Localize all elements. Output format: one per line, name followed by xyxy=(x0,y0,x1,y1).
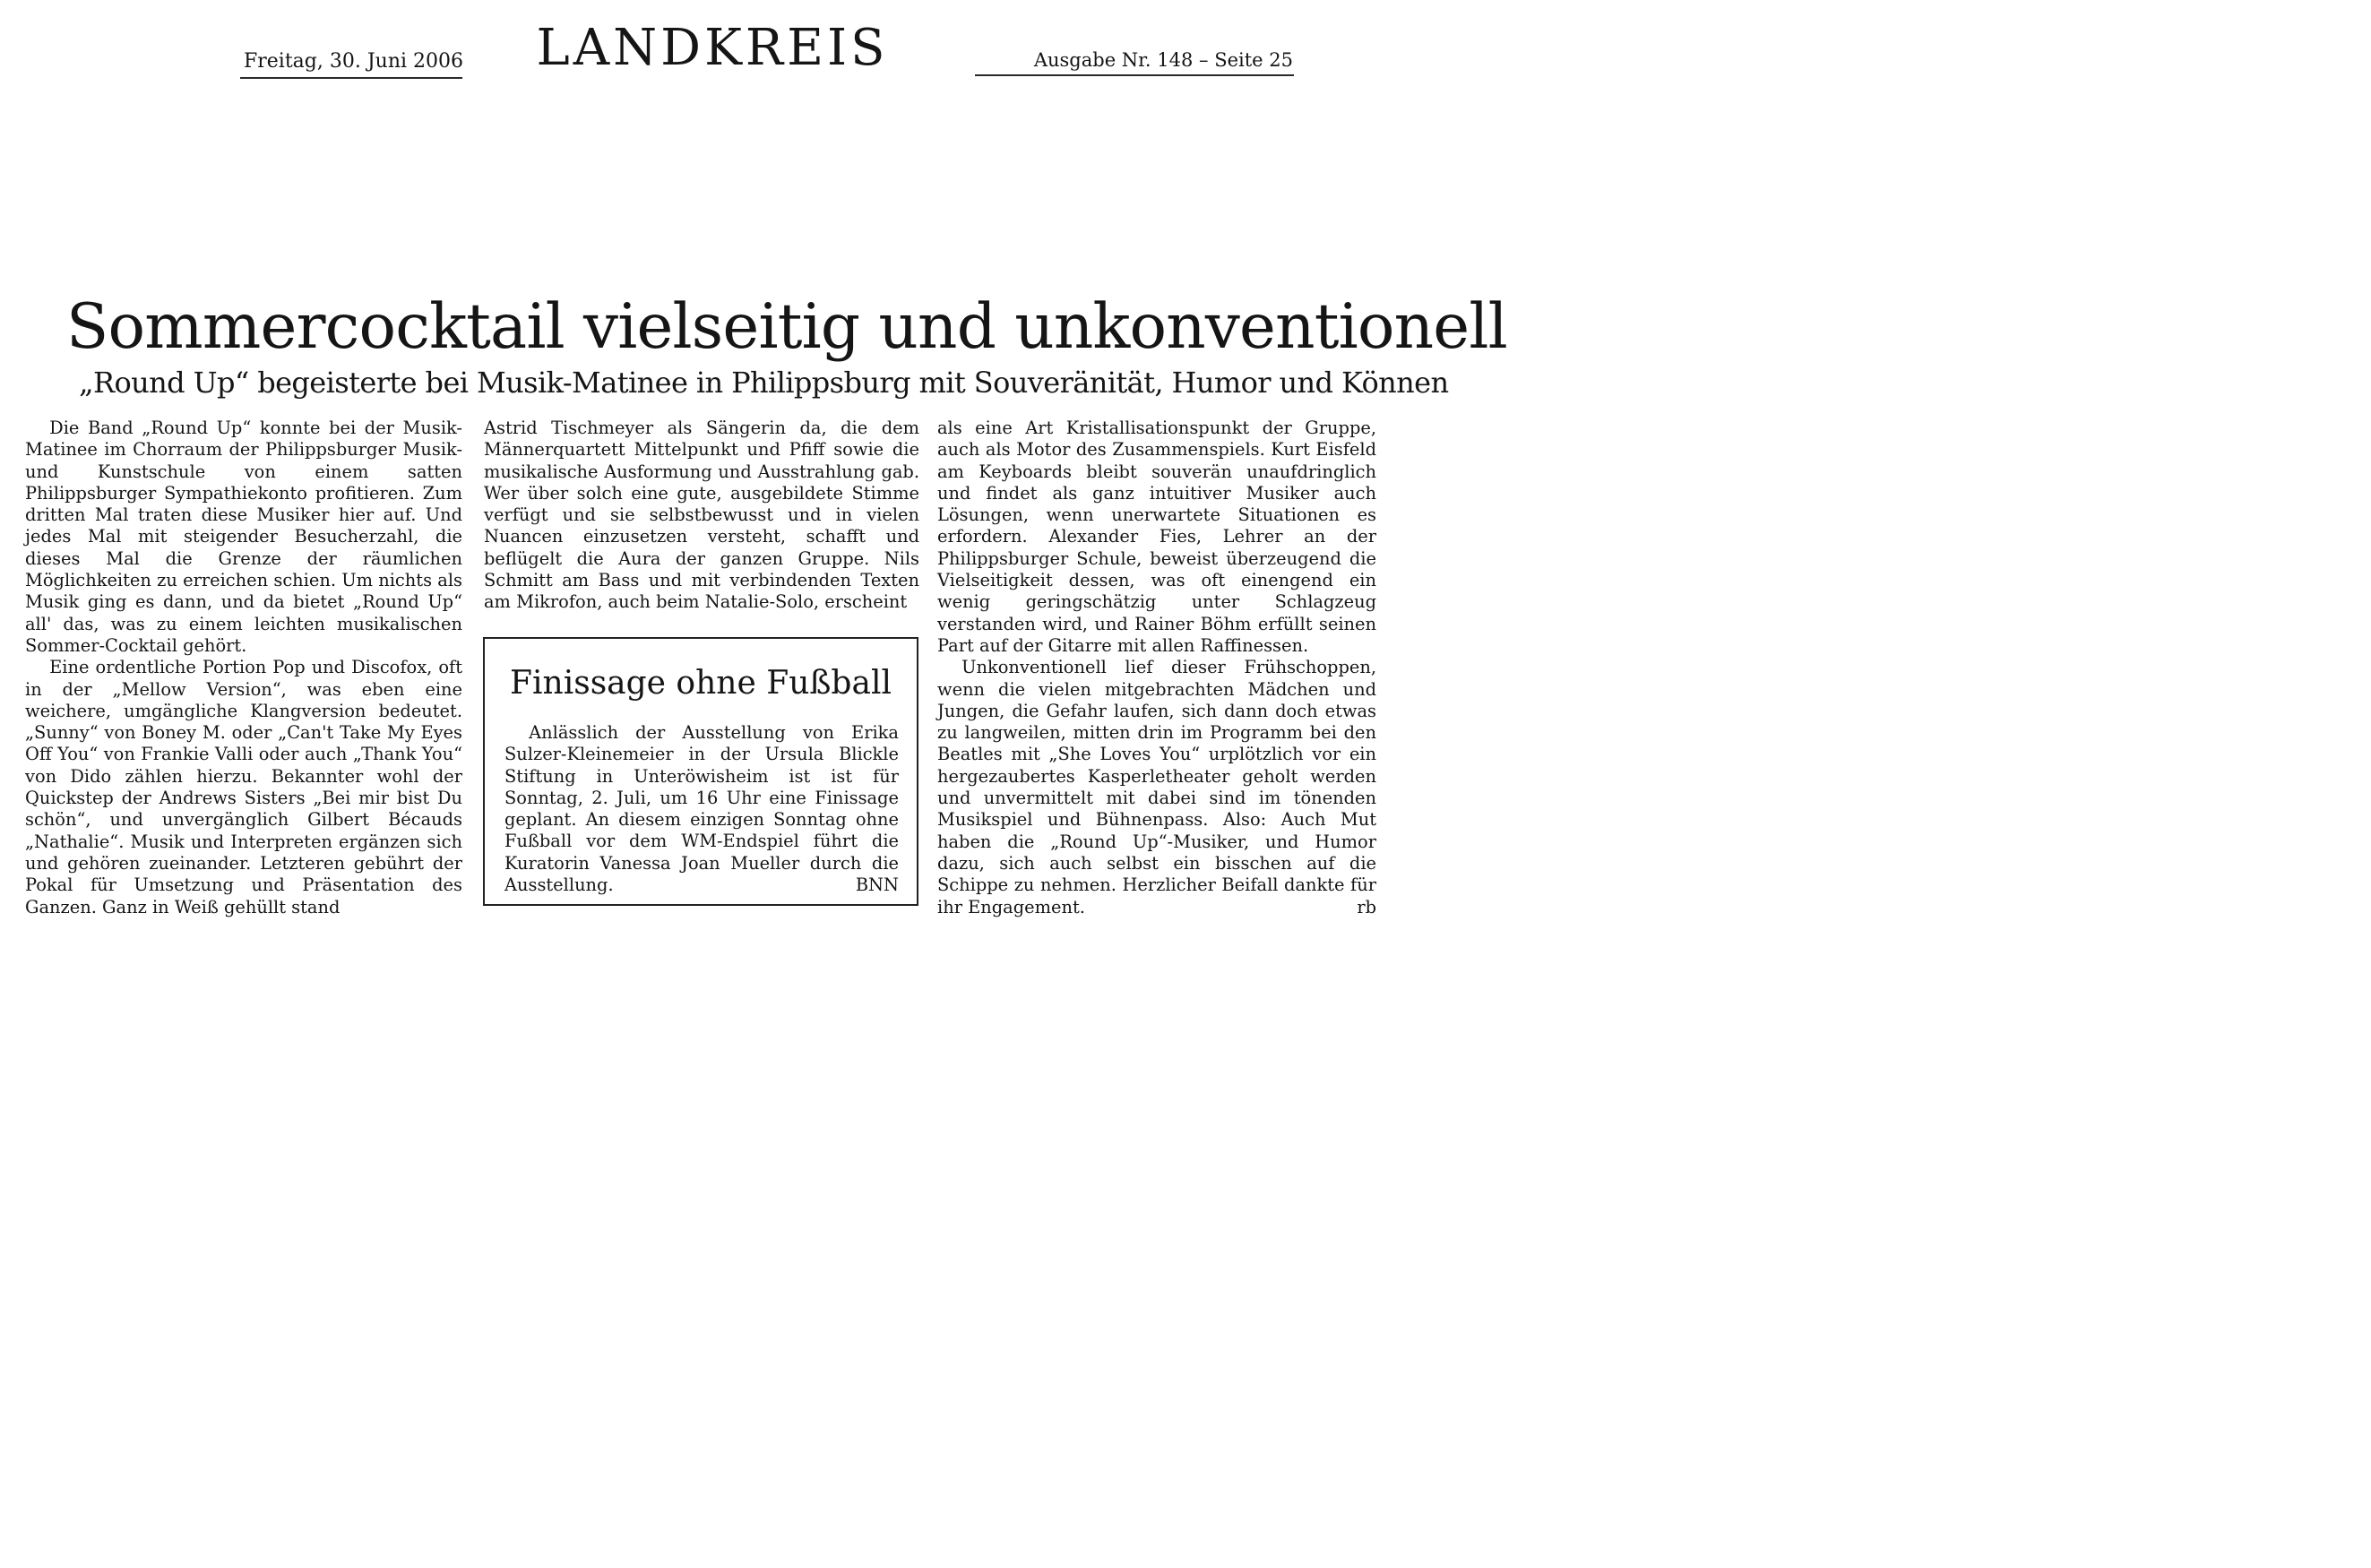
section-title: LANDKREIS xyxy=(536,19,889,77)
info-box-body: Anlässlich der Ausstellung von Erika Sulzer-Kleinemeier in der Ursula Blickle Stiftung in Unteröwisheim ist ist für Sonntag, 2. Juli, um 16 Uhr eine Finissage geplant. An diesem einzigen Sonntag ohne Fußball vor dem WM-Endspiel führt die Kuratorin Vanessa Joan Mueller durch die Ausstellung. xyxy=(504,722,899,896)
info-box-title: Finissage ohne Fußball xyxy=(510,665,892,702)
article-column-1 xyxy=(25,418,462,918)
issue-number: Ausgabe Nr. 148 – Seite 25 xyxy=(1033,49,1293,71)
article-paragraph-last xyxy=(937,657,1376,918)
article-paragraph-text: Unkonventionell lief dieser Frühschoppen, wenn die vielen mitgebrachten Mädchen und Jungen, die Gefahr laufen, sich dann doch etwas zu langweilen, mitten drin im Programm bei den Beatles mit „She Loves You“ urplötzlich vor ein hergezaubertes Kasperletheater geholt werden und unvermittelt mit dabei sind im tönenden Musikspiel und Bühnenpass. Also: Auch Mut haben die „Round Up“-Musiker, und Humor dazu, sich auch selbst ein bisschen auf die Schippe zu nehmen. Herzlicher Beifall dankte für ihr Engagement. xyxy=(937,657,1376,918)
article-paragraph: als eine Art Kristallisationspunkt der Gruppe, auch als Motor des Zusammenspiels. Kurt Eisfeld am Keyboards bleibt souverän unaufdringlich und findet als ganz intuitiver Musiker auch Lösungen, wenn unerwartete Situationen es erfordern. Alexander Fies, Lehrer an der Philippsburger Schule, beweist überzeugend die Vielseitigkeit dessen, was oft einengend ein wenig geringschätzig unter Schlagzeug verstanden wird, und Rainer Böhm erfüllt seinen Part auf der Gitarre mit allen Raffinessen. xyxy=(937,418,1376,656)
article-paragraph: Eine ordentliche Portion Pop und Discofox, oft in der „Mellow Version“, was eben eine weichere, umgängliche Klangversion bedeutet. „Sunny“ von Boney M. oder „Can't Take My Eyes Off You“ von Frankie Valli oder auch „Thank You“ von Dido zählen hierzu. Bekannter wohl der Quickstep der Andrews Sisters „Bei mir bist Du schön“, und unvergänglich Gilbert Bécauds „Nathalie“. Musik und Interpreten ergänzen sich und gehören zueinander. Letzteren gebührt der Pokal für Umsetzung und Präsentation des Ganzen. Ganz in Weiß gehüllt stand xyxy=(25,657,462,918)
article-column-3 xyxy=(937,418,1376,918)
page-header xyxy=(0,0,1405,90)
article-headline: Sommercocktail vielseitig und unkonventionell xyxy=(66,291,1507,363)
info-box-source: BNN xyxy=(855,874,899,896)
header-rule-right xyxy=(975,74,1294,76)
article-subheadline: „Round Up“ begeisterte bei Musik-Matinee in Philippsburg mit Souveränität, Humor und Können xyxy=(79,366,1449,400)
author-initials: rb xyxy=(1357,896,1376,918)
article-paragraph: Die Band „Round Up“ konnte bei der Musik-Matinee im Chorraum der Philippsburger Musik-und Kunstschule von einem satten Philippsburger Sympathiekonto profitieren. Zum dritten Mal traten diese Musiker hier auf. Und jedes Mal mit steigender Besucherzahl, die dieses Mal die Grenze der räumlichen Möglichkeiten zu erreichen schien. Um nichts als Musik ging es dann, und da bietet „Round Up“ all' das, was zu einem leichten musikalischen Sommer-Cocktail gehört. xyxy=(25,418,462,656)
info-box xyxy=(483,637,918,906)
article-paragraph: Astrid Tischmeyer als Sängerin da, die dem Männerquartett Mittelpunkt und Pfiff sowie die musikalische Ausformung und Ausstrahlung gab. Wer über solch eine gute, ausgebildete Stimme verfügt und sie selbstbewusst und in vielen Nuancen einzusetzen versteht, schafft und beflügelt die Aura der ganzen Gruppe. Nils Schmitt am Bass und mit verbindenden Texten am Mikrofon, auch beim Natalie-Solo, erscheint xyxy=(484,418,919,613)
article-column-2 xyxy=(484,418,919,614)
header-rule-left xyxy=(240,77,462,79)
info-box-text xyxy=(504,722,899,896)
issue-date: Freitag, 30. Juni 2006 xyxy=(244,50,464,73)
